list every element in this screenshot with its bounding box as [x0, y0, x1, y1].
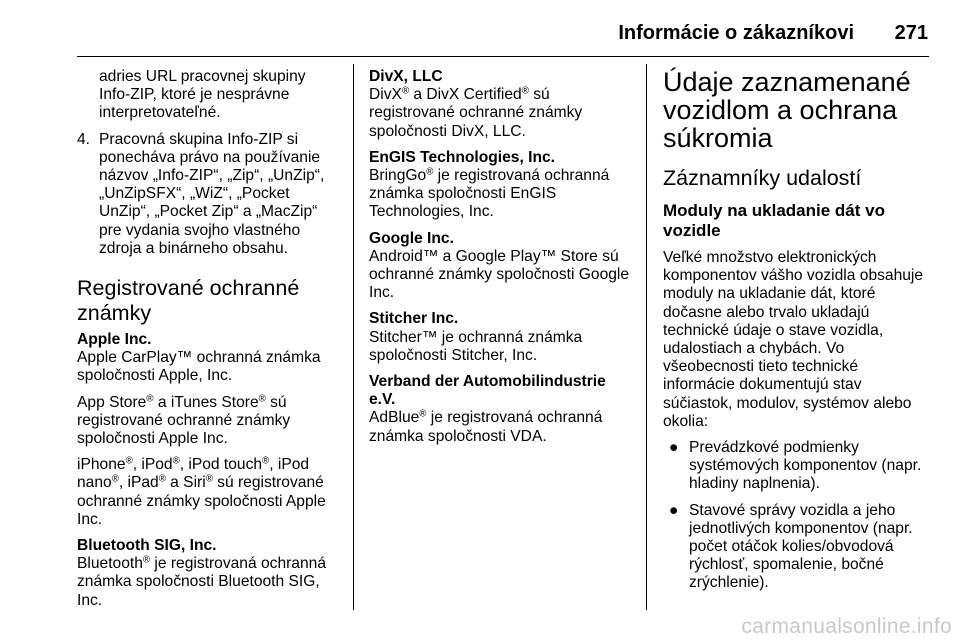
column-divider-left — [353, 64, 354, 610]
page-header-title: Informácie o zákazníkovi — [618, 22, 854, 44]
engis-title: EnGIS Technologies, Inc. — [369, 148, 555, 166]
stitcher-text: Stitcher™ je ochranná známka spoločnosti Stitcher, Inc. — [369, 328, 583, 364]
divx-text: DivX® a DivX Certified® sú registrované ochranné známky spoločnosti DivX, LLC. — [369, 85, 583, 140]
apple-devices-text: iPhone®, iPod®, iPod touch®, iPod nano®, iPad® a Siri® sú registrované ochranné známky spoločnosti Apple Inc. — [77, 455, 326, 528]
apple-title: Apple Inc. — [77, 331, 152, 349]
section-title-trademarks: Registrované ochranné známky — [77, 276, 300, 326]
list-item-4 — [77, 131, 339, 258]
engis-text: BringGo® je registrovaná ochranná známka spoločnosti EnGIS Technologies, Inc. — [369, 166, 610, 221]
column-right — [663, 68, 931, 601]
google-text: Android™ a Google Play™ Store sú ochranné známky spoločnosti Google Inc. — [369, 247, 630, 302]
bullet-icon: ● — [669, 501, 679, 519]
watermark: carmanualsonline.info — [741, 615, 952, 638]
list-number: 4. — [77, 130, 91, 148]
bullet-text: Prevádzkové podmienky systémových komponentov (napr. hladiny naplnenia). — [689, 439, 922, 493]
bluetooth-title: Bluetooth SIG, Inc. — [77, 537, 217, 555]
column-middle — [369, 68, 631, 454]
section-title-data-privacy: Údaje zaznamenané vozidlom a ochrana súkromia — [663, 67, 911, 153]
vda-title: Verband der Automobilindustrie e.V. — [369, 373, 606, 409]
subsection-title-event-recorders: Záznamníky udalostí — [663, 166, 862, 190]
apple-carplay-text: Apple CarPlay™ ochranná známka spoločnosti Apple, Inc. — [77, 349, 321, 385]
bluetooth-text: Bluetooth® je registrovaná ochranná známka spoločnosti Bluetooth SIG, Inc. — [77, 554, 327, 609]
apple-appstore-text: App Store® a iTunes Store® sú registrované ochranné známky spoločnosti Apple Inc. — [77, 393, 291, 448]
list-item-continued: adries URL pracovnej skupiny Info-ZIP, ktoré je nesprávne interpretovateľné. — [99, 68, 306, 122]
google-title: Google Inc. — [369, 229, 454, 247]
bullet-text: Stavové správy vozidla a jeho jednotlivých komponentov (napr. počet otáčok kolies/obvodová rýchlosť, spomalenie, bočné zrýchlenie). — [689, 501, 913, 592]
vda-text: AdBlue® je registrovaná ochranná známka spoločnosti VDA. — [369, 409, 603, 445]
header-rule — [77, 56, 929, 57]
page-number: 271 — [894, 22, 928, 44]
list-item-text: Pracovná skupina Info-ZIP si ponecháva právo na používanie názvov „Info-ZIP“, „Zip“, „UnZip“, „UnZipSFX“, „WiZ“, „Pocket UnZip“, „Pocket Zip“ a „MacZip“ pre vydania svojho vlastného zdroja a binárneho obsahu. — [99, 130, 325, 257]
column-divider-right — [646, 64, 647, 610]
list-item — [663, 439, 931, 494]
heading-storage-modules: Moduly na ukladanie dát vo vozidle — [663, 201, 885, 240]
stitcher-title: Stitcher Inc. — [369, 310, 459, 328]
divx-title: DivX, LLC — [369, 68, 443, 85]
intro-text: Veľké množstvo elektronických komponentov vášho vozidla obsahuje moduly na ukladanie dát, ktoré dočasne alebo trvalo ukladajú technické údaje o stave vozidla, udalostiach a chybách. Vo všeobecnosti tieto technické informácie dokumentujú stav súčiastok, modulov, systémov alebo okolia: — [663, 249, 924, 430]
bullet-icon: ● — [669, 439, 679, 457]
column-left — [77, 68, 339, 618]
list-item — [663, 502, 931, 593]
